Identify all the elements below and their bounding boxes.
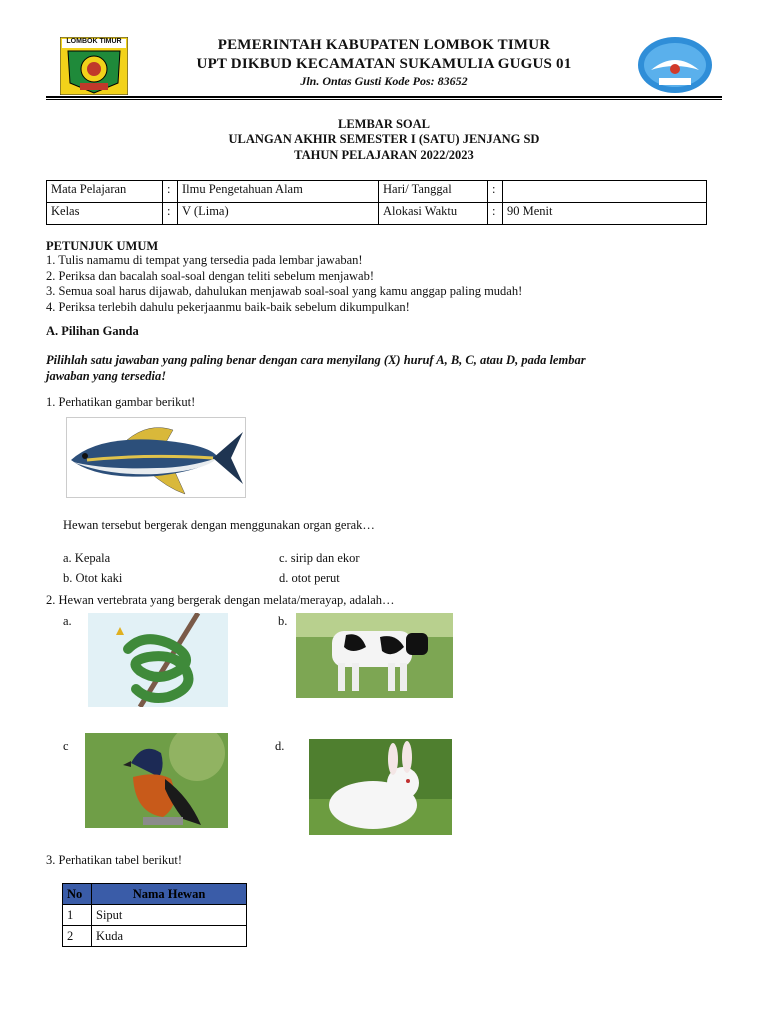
header-rule — [46, 96, 722, 98]
class-label: Kelas — [47, 203, 163, 225]
table-row — [47, 203, 707, 225]
header-no: No — [63, 884, 92, 905]
row-no: 2 — [63, 926, 92, 947]
regency-logo-caption: LOMBOK TIMUR — [66, 38, 122, 45]
table-header-row — [63, 884, 247, 905]
list-item: 1. Tulis namamu di tempat yang tersedia pada lembar jawaban! — [46, 253, 363, 267]
q1-option-a[interactable]: a. Kepala — [63, 551, 111, 565]
cow-image[interactable] — [296, 613, 453, 698]
section-a-instruction-cont: jawaban yang tersedia! — [46, 369, 167, 383]
q3-prompt: 3. Perhatikan tabel berikut! — [46, 853, 183, 867]
q1-option-d[interactable]: d. otot perut — [279, 571, 340, 585]
class-value: V (Lima) — [178, 203, 379, 225]
header-line-2: UPT DIKBUD KECAMATAN SUKAMULIA GUGUS 01 — [196, 56, 572, 72]
instructions-heading: PETUNJUK UMUM — [46, 239, 159, 253]
info-table — [46, 180, 707, 225]
table-row — [63, 905, 247, 926]
table-row — [63, 926, 247, 947]
row-animal: Siput — [92, 905, 247, 926]
q2-label-a: a. — [63, 614, 72, 628]
colon: : — [163, 203, 178, 225]
q1-prompt: 1. Perhatikan gambar berikut! — [46, 395, 196, 409]
subject-label: Mata Pelajaran — [47, 181, 163, 203]
doc-year: TAHUN PELAJARAN 2022/2023 — [294, 148, 474, 162]
row-animal: Kuda — [92, 926, 247, 947]
duration-value: 90 Menit — [503, 203, 707, 225]
q1-question: Hewan tersebut bergerak dengan menggunakan organ gerak… — [63, 518, 375, 532]
instructions-list — [46, 253, 726, 315]
header-line-1: PEMERINTAH KABUPATEN LOMBOK TIMUR — [217, 37, 551, 53]
list-item: 4. Periksa terlebih dahulu pekerjaanmu baik-baik sebelum dikumpulkan! — [46, 299, 410, 314]
rabbit-image[interactable] — [309, 739, 452, 835]
q2-prompt: 2. Hewan vertebrata yang bergerak dengan melata/merayap, adalah… — [46, 593, 395, 607]
subject-value: Ilmu Pengetahuan Alam — [178, 181, 379, 203]
section-a-heading: A. Pilihan Ganda — [46, 324, 139, 338]
list-item: 3. Semua soal harus dijawab, dahulukan menjawab soal-soal yang kamu anggap paling mudah! — [46, 284, 523, 298]
table-row — [47, 181, 707, 203]
animals-table — [62, 883, 247, 947]
colon: : — [488, 181, 503, 203]
doc-subtitle: ULANGAN AKHIR SEMESTER I (SATU) JENJANG SD — [228, 132, 540, 146]
row-no: 1 — [63, 905, 92, 926]
date-value[interactable] — [503, 181, 707, 203]
q2-label-b: b. — [278, 614, 288, 628]
bird-image[interactable] — [85, 733, 228, 828]
duration-label: Alokasi Waktu — [379, 203, 488, 225]
regency-logo — [60, 37, 128, 95]
header-animal-name: Nama Hewan — [92, 884, 247, 905]
list-item: 2. Periksa dan bacalah soal-soal dengan teliti sebelum menjawab! — [46, 268, 375, 283]
q1-option-b[interactable]: b. Otot kaki — [63, 571, 123, 585]
tuna-fish-image — [66, 417, 246, 498]
section-a-instruction: Pilihlah satu jawaban yang paling benar dengan cara menyilang (X) huruf A, B, C, atau D, pada lembar — [46, 353, 586, 367]
colon: : — [488, 203, 503, 225]
q2-label-c: c — [63, 739, 69, 753]
q2-label-d: d. — [275, 739, 285, 753]
colon: : — [163, 181, 178, 203]
date-label: Hari/ Tanggal — [379, 181, 488, 203]
tut-wuri-logo — [637, 36, 713, 94]
header-address: Jln. Ontas Gusti Kode Pos: 83652 — [300, 74, 468, 88]
q1-option-c[interactable]: c. sirip dan ekor — [279, 551, 360, 565]
doc-title: LEMBAR SOAL — [337, 117, 431, 131]
header-rule-thin — [46, 99, 722, 100]
snake-image[interactable] — [88, 613, 228, 707]
